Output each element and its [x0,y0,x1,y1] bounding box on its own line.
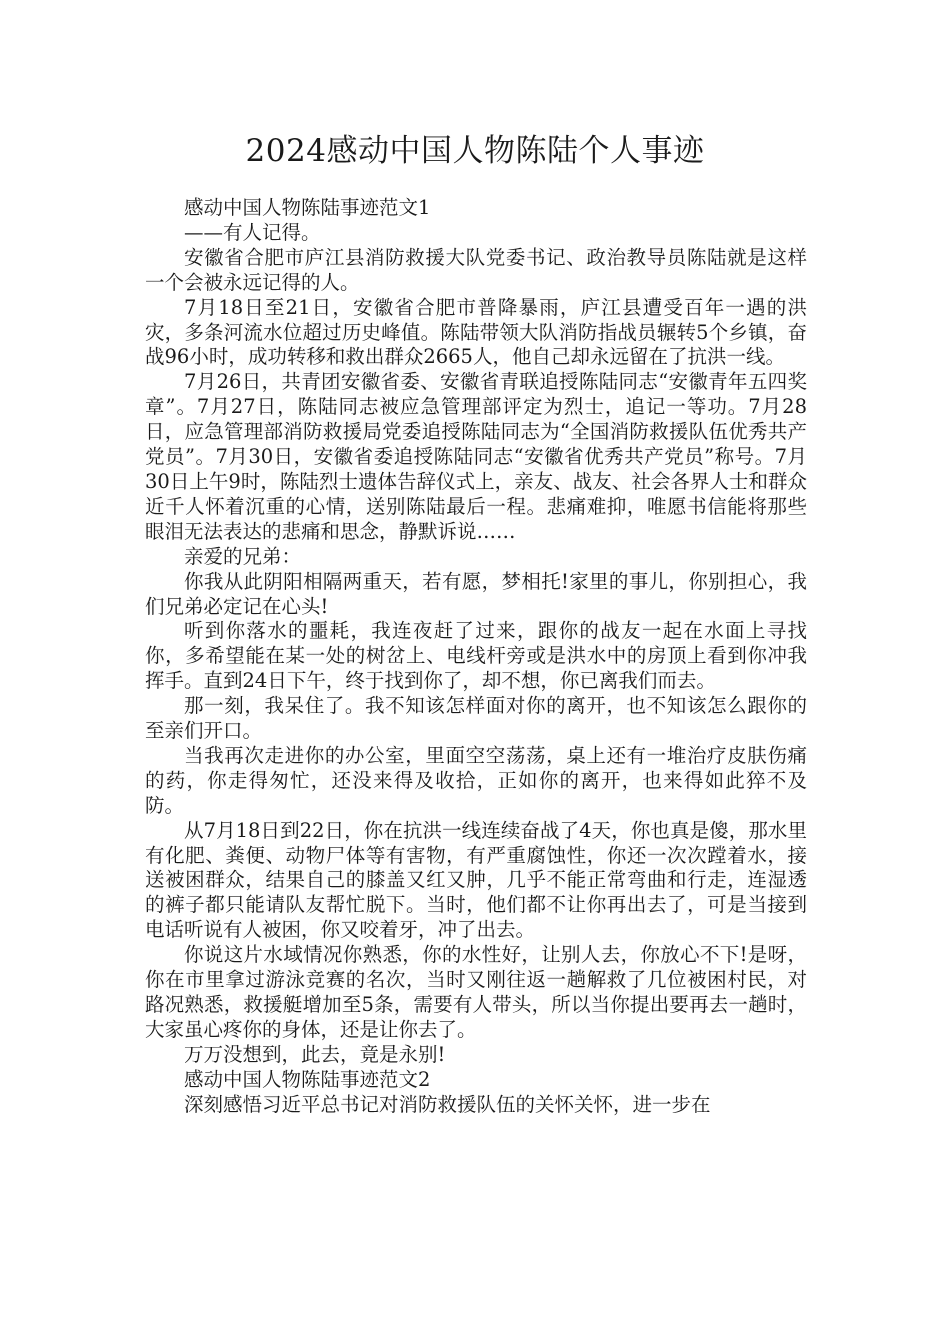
body-paragraph: 安徽省合肥市庐江县消防救援大队党委书记、政治教导员陈陆就是这样一个会被永远记得的人。 [145,245,807,294]
body-paragraph: 那一刻，我呆住了。我不知该怎样面对你的离开，也不知该怎么跟你的至亲们开口。 [145,694,807,743]
letter-salutation: 亲爱的兄弟： [184,544,302,568]
body-paragraph: ——有人记得。 [184,220,321,244]
body-paragraph: 万万没想到，此去，竟是永别! [184,1042,446,1066]
body-paragraph: 当我再次走进你的办公室，里面空空荡荡，桌上还有一堆治疗皮肤伤痛的药，你走得匆忙，还没来得及收拾，正如你的离开，也来得如此猝不及防。 [145,743,807,817]
body-paragraph: 从7月18日到22日，你在抗洪一线连续奋战了4天，你也真是傻，那水里有化肥、粪便、动物尸体等有害物，有严重腐蚀性，你还一次次蹚着水，接送被困群众，结果自己的膝盖又红又肿，几乎不能正常弯曲和行走，连湿透的裤子都只能请队友帮忙脱下。当时，他们都不让你再出去了，可是当接到电话听说有人被困，你又咬着牙，冲了出去。 [145,818,807,942]
body-paragraph: 深刻感悟习近平总书记对消防救援队伍的关怀关怀，进一步在 [184,1092,711,1116]
body-paragraph: 7月26日，共青团安徽省委、安徽省青联追授陈陆同志“安徽青年五四奖章”。7月27日，陈陆同志被应急管理部评定为烈士，追记一等功。7月28日，应急管理部消防救援局党委追授陈陆同志为“全国消防救援队伍优秀共产党员”。7月30日，安徽省委追授陈陆同志“安徽省优秀共产党员”称号。7月30日上午9时，陈陆烈士遗体告辞仪式上，亲友、战友、社会各界人士和群众近千人怀着沉重的心情，送别陈陆最后一程。悲痛难抑，唯愿书信能将那些眼泪无法表达的悲痛和思念，静默诉说…… [145,370,807,543]
body-paragraph: 你我从此阴阳相隔两重天，若有愿，梦相托!家里的事儿，你别担心，我们兄弟必定记在心头! [145,569,807,618]
body-paragraph: 7月18日至21日，安徽省合肥市普降暴雨，庐江县遭受百年一遇的洪灾，多条河流水位超过历史峰值。陈陆带领大队消防指战员辗转5个乡镇，奋战96小时，成功转移和救出群众2665人，他自己却永远留在了抗洪一线。 [145,295,807,369]
document-title: 2024感动中国人物陈陆个人事迹 [245,133,705,169]
document-body [145,196,807,1118]
body-paragraph: 你说这片水域情况你熟悉，你的水性好，让别人去，你放心不下!是呀，你在市里拿过游泳竞赛的名次，当时又刚往返一趟解救了几位被困村民，对路况熟悉，救援艇增加至5条，需要有人带头，所以当你提出要再去一趟时，大家虽心疼你的身体，还是让你去了。 [145,943,807,1041]
body-paragraph: 听到你落水的噩耗，我连夜赶了过来，跟你的战友一起在水面上寻找你，多希望能在某一处的树岔上、电线杆旁或是洪水中的房顶上看到你冲我挥手。直到24日下午，终于找到你了，却不想，你已离我们而去。 [145,619,807,693]
section-heading: 感动中国人物陈陆事迹范文1 [184,196,431,219]
section-heading: 感动中国人物陈陆事迹范文2 [184,1067,431,1091]
